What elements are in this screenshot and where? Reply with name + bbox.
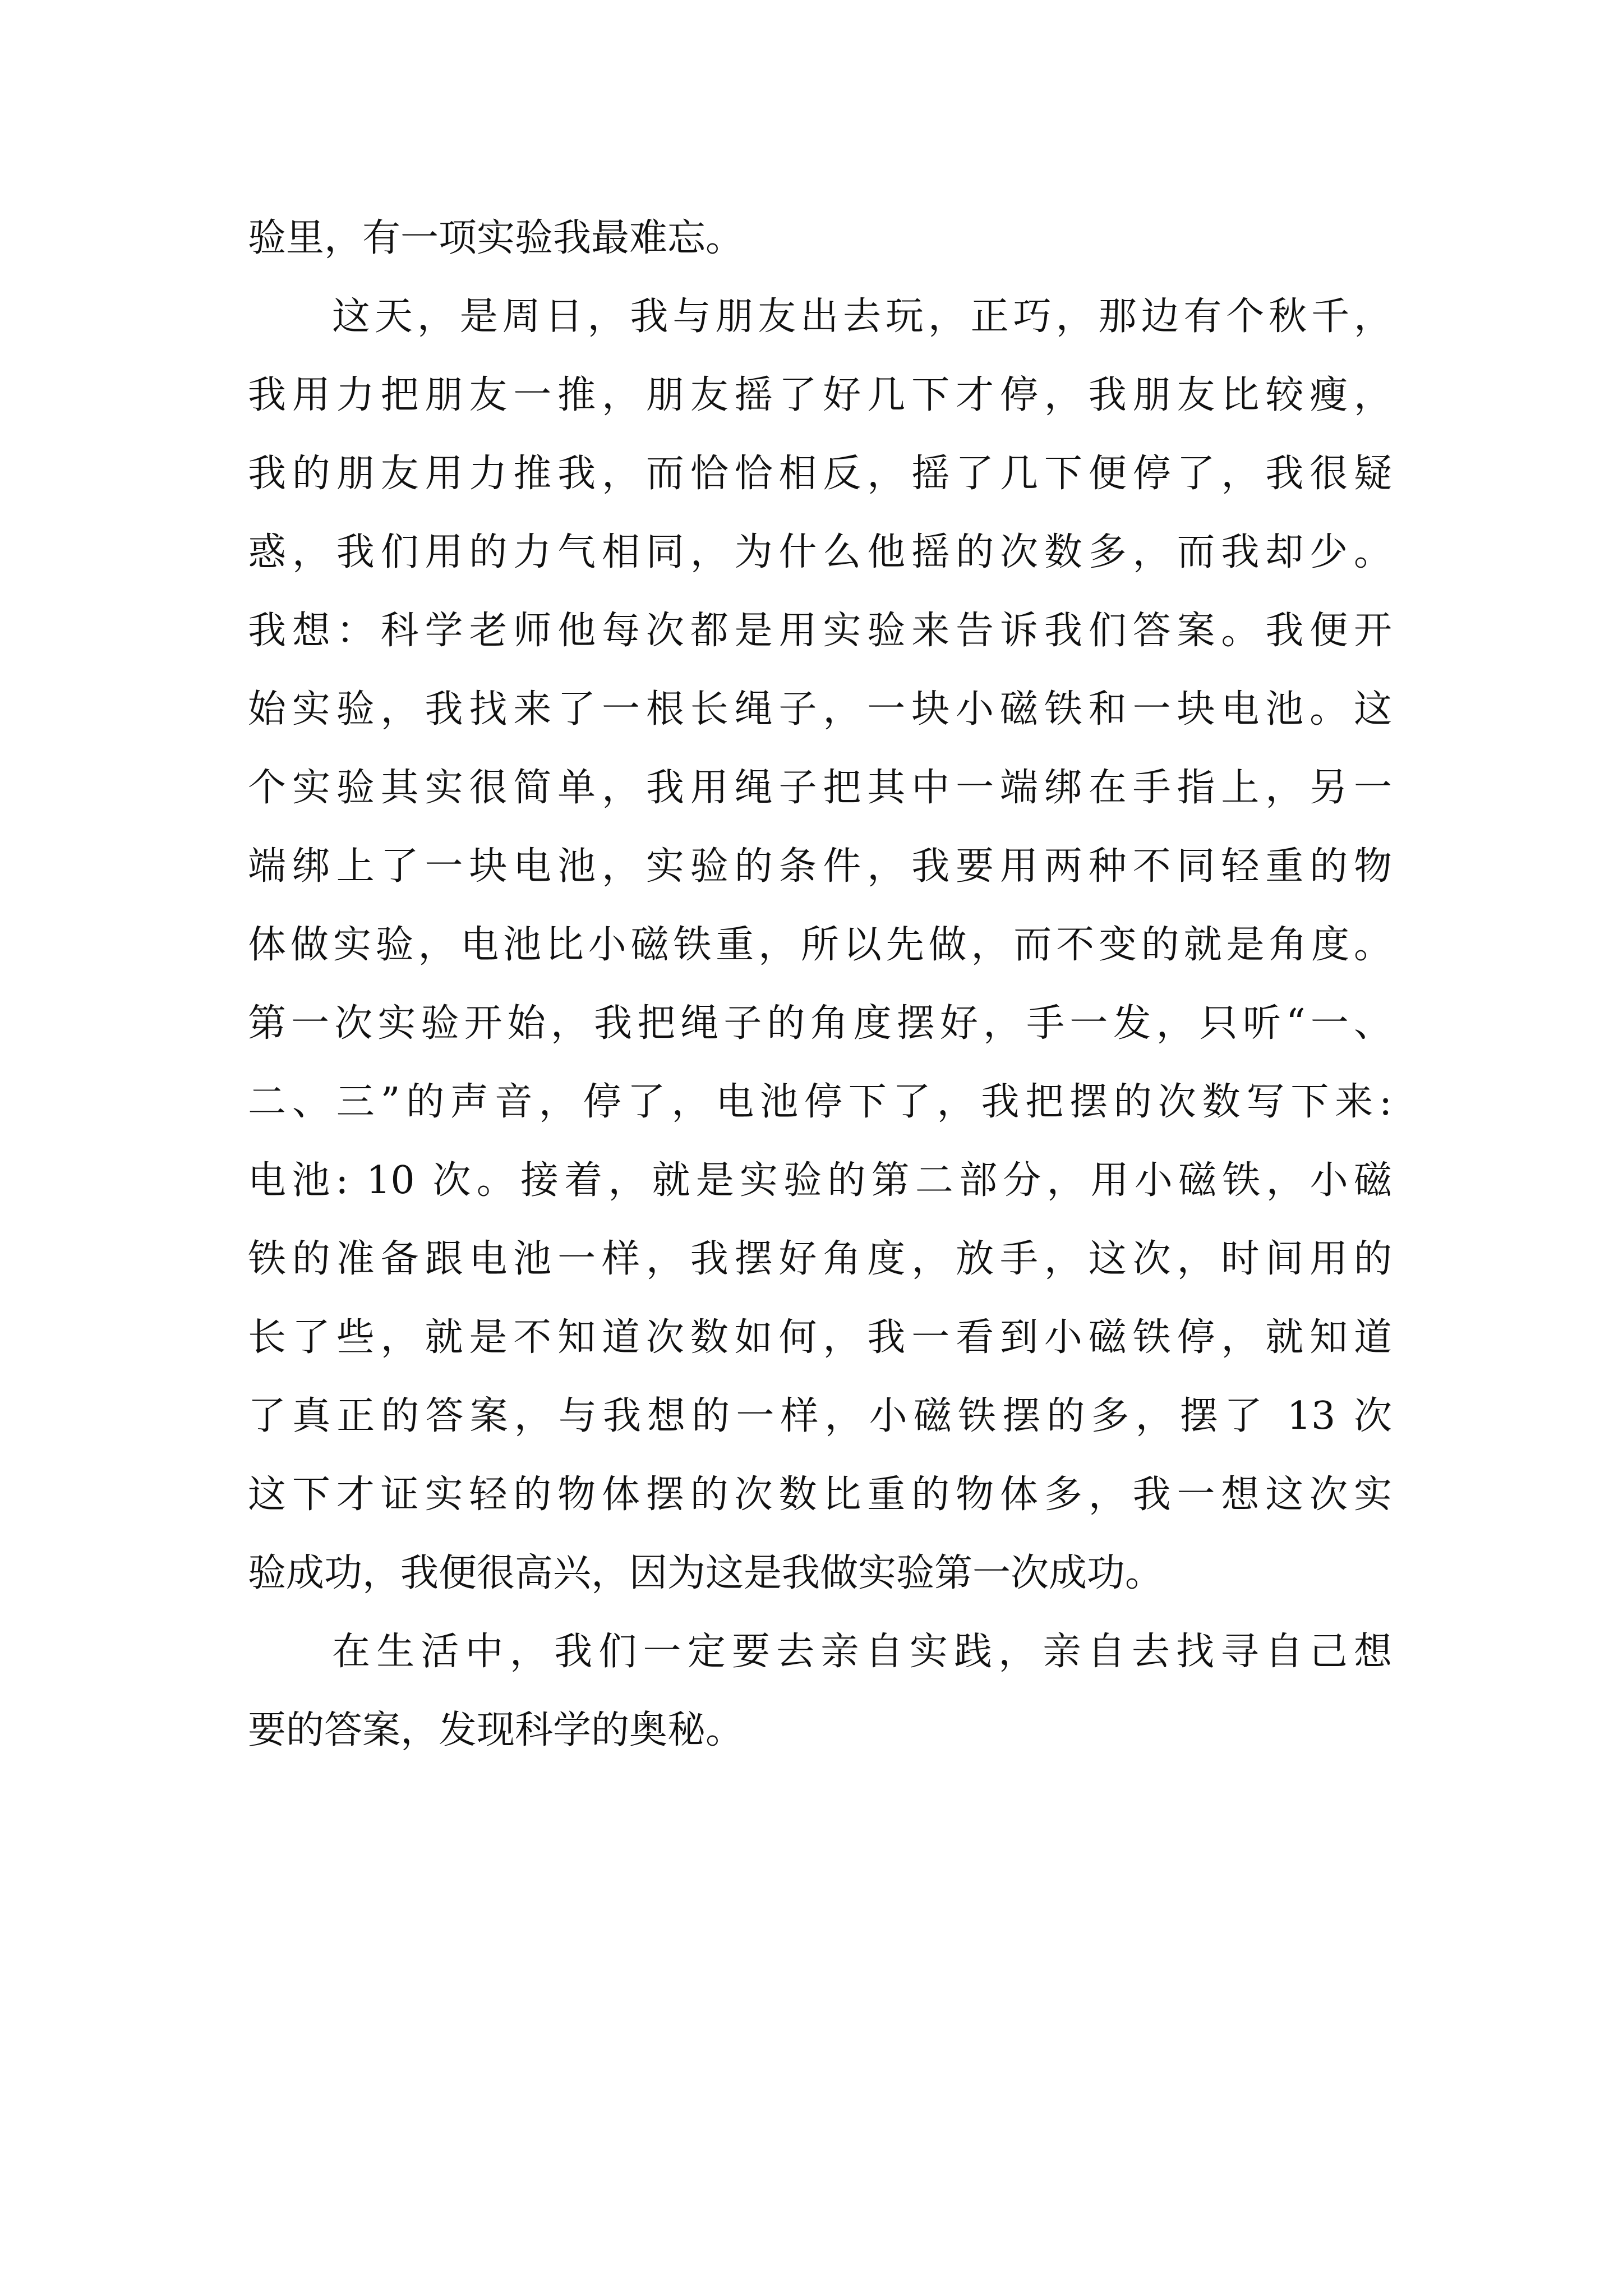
text-line: 二、三”的声音，停了，电池停下了，我把摆的次数写下来: <box>248 1080 1392 1124</box>
text-line: 我想：科学老师他每次都是用实验来告诉我们答案。我便开 <box>248 609 1392 653</box>
text-line: 长了些，就是不知道次数如何，我一看到小磁铁停，就知道 <box>248 1315 1392 1360</box>
text-line: 第一次实验开始，我把绳子的角度摆好，手一发，只听“一、 <box>248 1001 1392 1046</box>
paragraph-start-line: 在生活中，我们一定要去亲自实践，亲自去找寻自己想 <box>332 1630 1392 1674</box>
text-line: 验成功，我便很高兴，因为这是我做实验第一次成功。 <box>248 1551 1164 1595</box>
text-line: 端绑上了一块电池，实验的条件，我要用两种不同轻重的物 <box>248 844 1392 889</box>
text-line: 铁的准备跟电池一样，我摆好角度，放手，这次，时间用的 <box>248 1237 1392 1281</box>
text-line: 要的答案，发现科学的奥秘。 <box>248 1708 744 1752</box>
text-line: 了真正的答案，与我想的一样，小磁铁摆的多，摆了 13 次 <box>248 1394 1392 1438</box>
text-line: 始实验，我找来了一根长绳子，一块小磁铁和一块电池。这 <box>248 687 1392 731</box>
text-line: 我用力把朋友一推，朋友摇了好几下才停，我朋友比较瘦， <box>248 373 1392 417</box>
text-line: 验里，有一项实验我最难忘。 <box>248 216 744 260</box>
text-line: 个实验其实很简单，我用绳子把其中一端绑在手指上，另一 <box>248 766 1392 810</box>
text-line: 体做实验，电池比小磁铁重，所以先做，而不变的就是角度。 <box>248 923 1392 967</box>
text-line: 我的朋友用力推我，而恰恰相反，摇了几下便停了，我很疑 <box>248 452 1392 496</box>
paragraph-start-line: 这天，是周日，我与朋友出去玩，正巧，那边有个秋千， <box>332 295 1392 339</box>
text-line: 电池: 10 次。接着，就是实验的第二部分，用小磁铁，小磁 <box>248 1158 1392 1203</box>
text-line: 这下才证实轻的物体摆的次数比重的物体多，我一想这次实 <box>248 1473 1392 1517</box>
essay-text <box>248 199 1392 1770</box>
text-line: 惑，我们用的力气相同，为什么他摇的次数多，而我却少。 <box>248 530 1392 574</box>
